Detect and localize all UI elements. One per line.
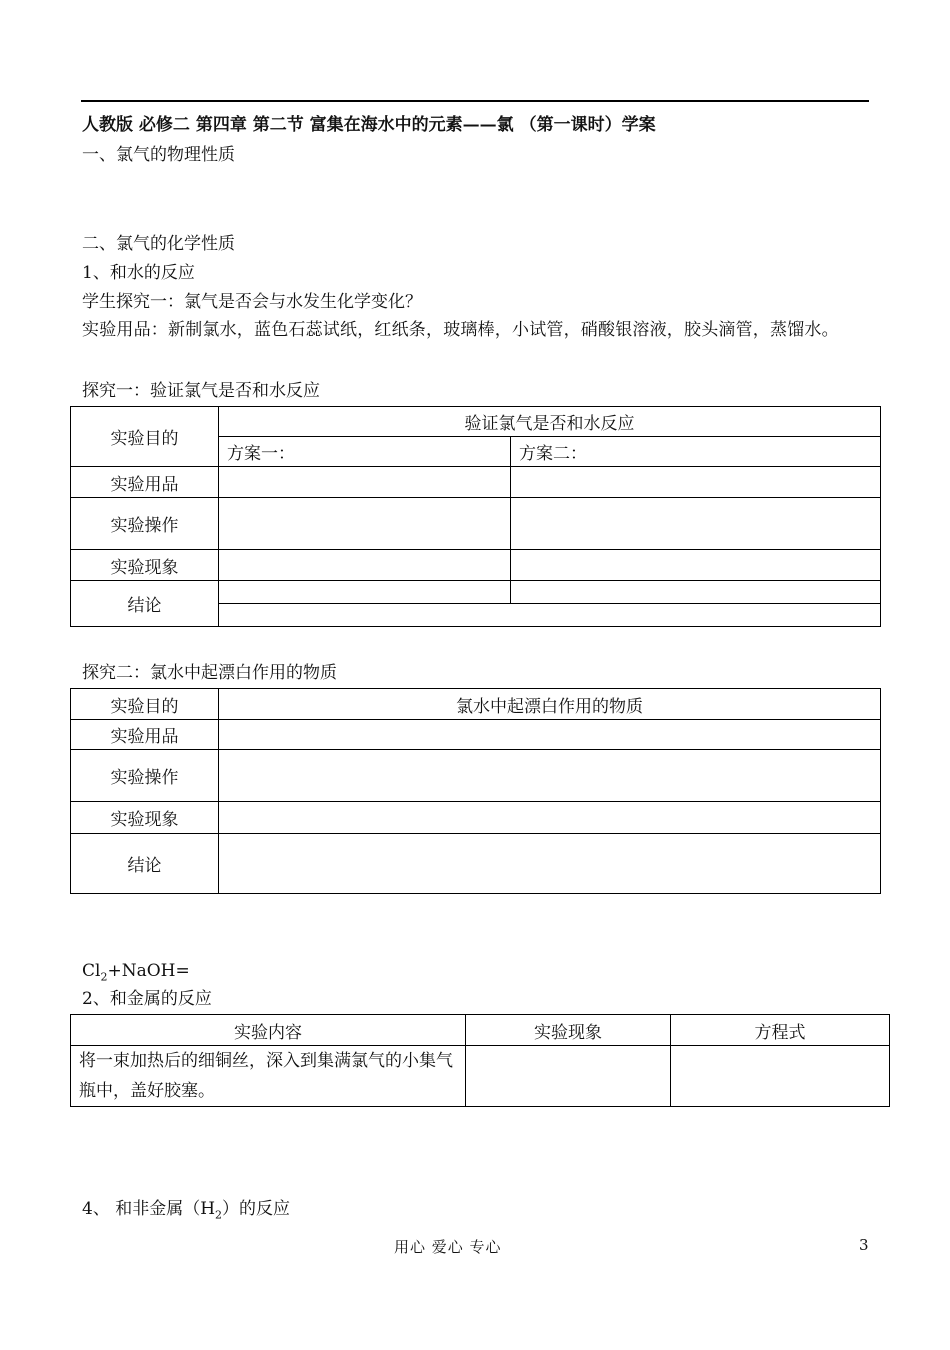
purpose-value: 氯水中起漂白作用的物质 xyxy=(219,689,881,720)
sub4-suffix: ）的反应 xyxy=(222,1199,291,1219)
explore2-table xyxy=(70,688,881,894)
row-label-operation: 实验操作 xyxy=(71,498,219,550)
conclusion-cell xyxy=(219,834,881,894)
plan1-label: 方案一： xyxy=(219,437,511,467)
explore2-heading: 探究二：氯水中起漂白作用的物质 xyxy=(82,663,337,683)
row-label-materials: 实验用品 xyxy=(71,720,219,750)
row-label-materials: 实验用品 xyxy=(71,467,219,498)
equation-cl: Cl xyxy=(82,961,101,981)
row-label-operation: 实验操作 xyxy=(71,750,219,802)
experiment-equation-cell xyxy=(671,1046,890,1107)
naoh-equation xyxy=(82,960,190,982)
header-phenomenon: 实验现象 xyxy=(466,1015,671,1046)
explore1-heading: 探究一：验证氯气是否和水反应 xyxy=(82,381,320,401)
explore1-table xyxy=(70,406,881,627)
metal-reaction-table xyxy=(70,1014,890,1107)
row-label-phenomenon: 实验现象 xyxy=(71,802,219,834)
page-number: 3 xyxy=(859,1236,869,1254)
plan2-phenomenon-cell xyxy=(511,550,881,581)
header-rule xyxy=(81,100,869,102)
plan1-materials-cell xyxy=(219,467,511,498)
subsection-water-reaction: 1、和水的反应 xyxy=(82,263,195,283)
subsection-nonmetal-reaction xyxy=(82,1198,290,1220)
materials-text: 实验用品：新制氯水，蓝色石蕊试纸，红纸条，玻璃棒，小试管，硝酸银溶液，胶头滴管，蒸馏水。 xyxy=(82,320,839,340)
plan2-label: 方案二： xyxy=(511,437,881,467)
row-label-purpose: 实验目的 xyxy=(71,689,219,720)
inquiry-question: 学生探究一：氯气是否会与水发生化学变化？ xyxy=(82,292,422,312)
section-physical-properties: 一、氯气的物理性质 xyxy=(82,145,235,165)
header-content: 实验内容 xyxy=(71,1015,466,1046)
sub4-subscript: 2 xyxy=(215,1208,223,1222)
experiment-phenomenon-cell xyxy=(466,1046,671,1107)
equation-subscript: 2 xyxy=(100,970,108,984)
equation-rest: +NaOH= xyxy=(107,961,190,981)
plan1-phenomenon-cell xyxy=(219,550,511,581)
experiment-content-cell: 将一束加热后的细铜丝，深入到集满氯气的小集气瓶中，盖好胶塞。 xyxy=(71,1046,466,1107)
plan1-operation-cell xyxy=(219,498,511,550)
purpose-value: 验证氯气是否和水反应 xyxy=(219,407,881,437)
footer-motto: 用心 爱心 专心 xyxy=(394,1238,502,1256)
operation-cell xyxy=(219,750,881,802)
phenomenon-cell xyxy=(219,802,881,834)
plan1-conclusion-cell xyxy=(219,581,511,604)
subsection-metal-reaction: 2、和金属的反应 xyxy=(82,989,212,1009)
document-title: 人教版 必修二 第四章 第二节 富集在海水中的元素——氯 （第一课时）学案 xyxy=(82,115,656,135)
header-equation: 方程式 xyxy=(671,1015,890,1046)
row-label-conclusion: 结论 xyxy=(71,581,219,627)
plan2-operation-cell xyxy=(511,498,881,550)
section-chemical-properties: 二、氯气的化学性质 xyxy=(82,234,235,254)
conclusion-summary-cell xyxy=(219,604,881,627)
plan2-conclusion-cell xyxy=(511,581,881,604)
row-label-purpose: 实验目的 xyxy=(71,407,219,467)
sub4-prefix: 4、 和非金属（H xyxy=(82,1199,216,1219)
row-label-phenomenon: 实验现象 xyxy=(71,550,219,581)
materials-cell xyxy=(219,720,881,750)
row-label-conclusion: 结论 xyxy=(71,834,219,894)
plan2-materials-cell xyxy=(511,467,881,498)
